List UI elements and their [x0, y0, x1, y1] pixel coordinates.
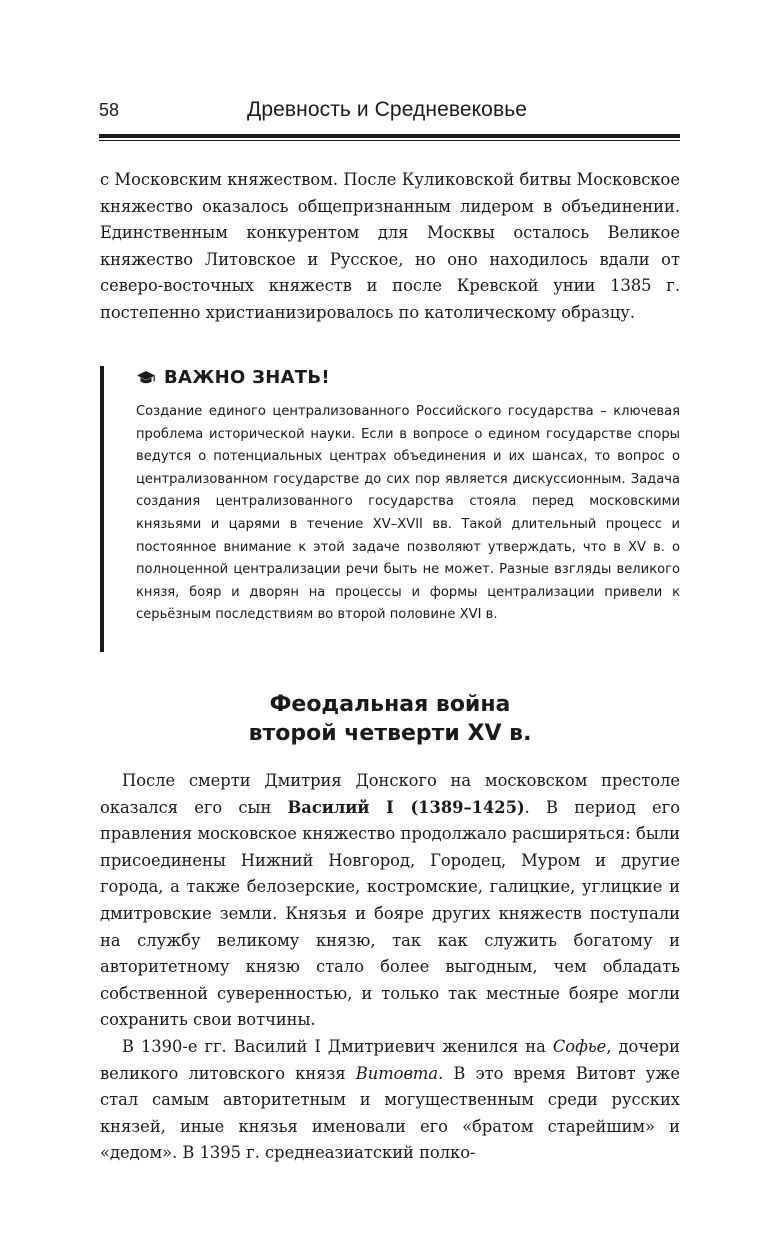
callout-body: [136, 401, 680, 627]
section-body: [100, 768, 680, 1167]
intro-paragraph: [100, 167, 680, 327]
paragraph-1: [100, 768, 680, 1034]
intro-text: с Московским княжеством. После Куликовской битвы Московское княжество оказалось общепризнанным лидером в объединении. Единственным конкурентом для Москвы осталось Великое княжество Литовское и Русское, но оно находилось вдали от северо-восточных княжеств и после Кревской унии 1385 г. постепенно христианизировалось по католическому образцу.: [100, 170, 680, 322]
graduation-cap-icon: [136, 370, 156, 386]
paragraph-2-italic-a: Софье: [552, 1036, 607, 1056]
section-title-line-1: Феодальная война: [269, 692, 511, 717]
callout-heading: [136, 367, 330, 388]
section-title-line-2: второй четверти XV в.: [248, 721, 532, 746]
page-number: 58: [99, 100, 120, 120]
paragraph-2-text-a: В 1390-е гг. Василий I Дмитриевич женился на: [122, 1036, 553, 1056]
paragraph-2-text-c: . В это время Витовт уже стал самым авторитетным и могущественным среди русских князей, иные князья именовали его «братом старейшим» и «дедом». В 1395 г. среднеазиатский полко-: [100, 1063, 680, 1163]
paragraph-2: [100, 1034, 680, 1167]
important-callout: [100, 366, 680, 652]
callout-heading-text: ВАЖНО ЗНАТЬ!: [164, 367, 330, 388]
paragraph-1-text-b: . В период его правления московское княжество продолжало расширяться: были присоединены Нижний Новгород, Городец, Муром и другие города, а также белозерские, костромские, галицкие, углицкие и дмитровские земли. Князья и бояре других княжеств поступали на службу великому князю, так как служить богатому и авторитетному князю стало более выгодным, чем обладать собственной суверенностью, и только так местные бояре могли сохранить свои вотчины.: [100, 797, 680, 1030]
header-rule-thick: [99, 134, 680, 138]
running-title: Древность и Средневековье: [247, 98, 528, 121]
paragraph-2-text-b: , дочери великого литовского князя: [100, 1036, 680, 1083]
paragraph-1-text-a: После смерти Дмитрия Донского на московском престоле оказался его сын: [100, 771, 680, 817]
callout-text: Создание единого централизованного Российского государства – ключевая проблема исторической науки. Если в вопросе о едином государстве споры ведутся о потенциальных центрах объединения и их шансах, то вопрос о централизованном государстве до сих пор является дискуссионным. Задача создания централизованного государства стояла перед московскими князьями и царями в течение XV–XVII вв. Такой длительный процесс и постоянное внимание к этой задаче позволяют утверждать, что в XV в. о полноценной централизации речи быть не может. Разные взгляды великого князя, бояр и дворян на процессы и формы централизации привели к серьёзным последствиям во второй половине XVI в.: [136, 404, 680, 623]
callout-bar: [100, 366, 104, 652]
paragraph-1-bold: Василий I (1389–1425): [287, 797, 525, 817]
section-title: [100, 690, 680, 748]
header-rule-thin: [99, 140, 680, 141]
paragraph-2-italic-b: Витовта: [355, 1063, 439, 1083]
